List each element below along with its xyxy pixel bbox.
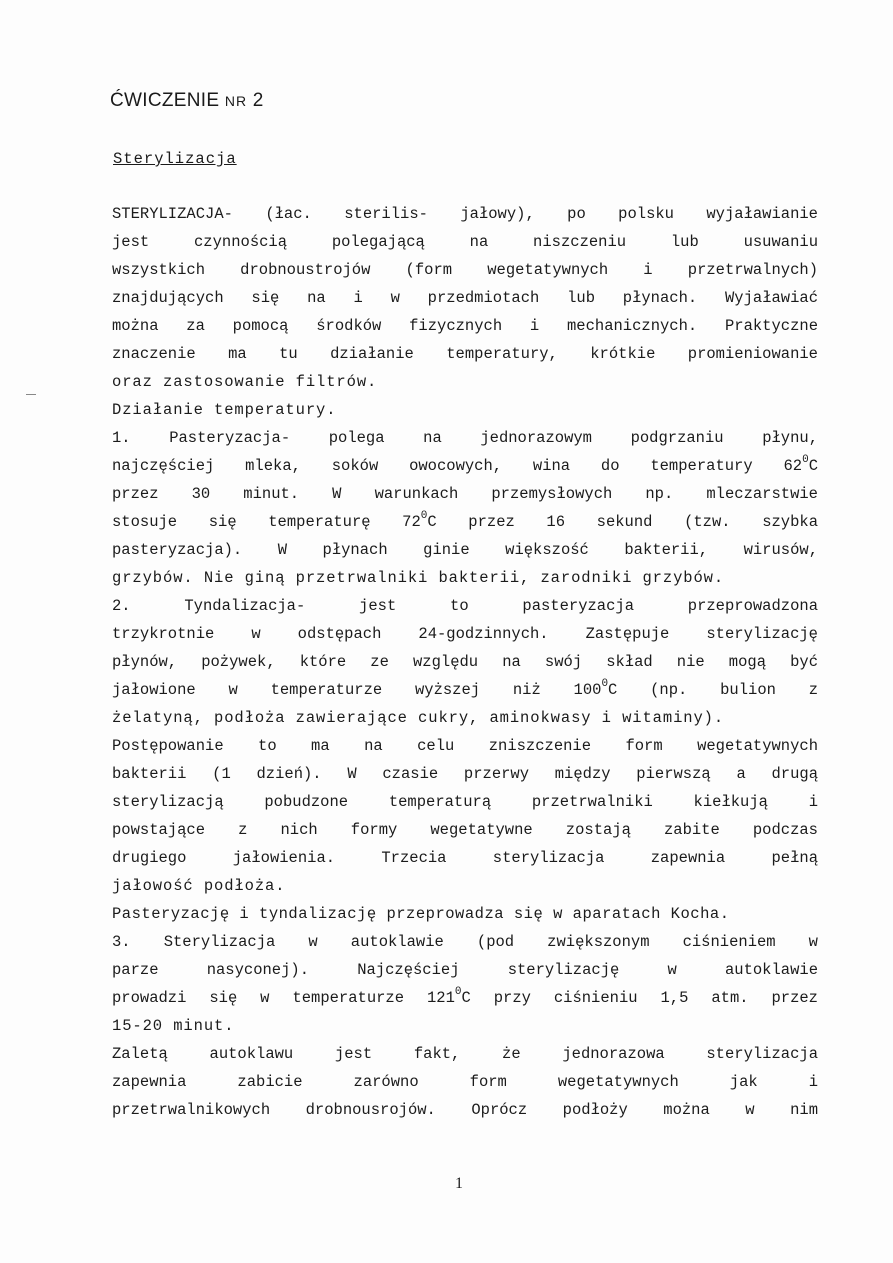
text-line: parze nasyconej). Najczęściej sterylizację w autoklawie xyxy=(112,961,818,979)
text-line: 3. Sterylizacja w autoklawie (pod zwiększonym ciśnieniem w xyxy=(112,933,818,951)
document-body xyxy=(112,200,818,1124)
degree-superscript: 0 xyxy=(420,510,428,522)
line-part: C xyxy=(808,457,818,475)
degree-superscript: 0 xyxy=(601,678,609,690)
text-line: jest czynnością polegającą na niszczeniu lub usuwaniu xyxy=(112,233,818,251)
text-line: płynów, pożywek, które ze względu na swój skład nie mogą być xyxy=(112,653,818,671)
heading-main: ĆWICZENIE xyxy=(110,90,220,111)
text-line: sterylizacją pobudzone temperaturą przetrwalniki kiełkują i xyxy=(112,793,818,811)
text-line: Zaletą autoklawu jest fakt, że jednorazowa sterylizacja xyxy=(112,1045,818,1063)
heading-number: 2 xyxy=(252,90,264,111)
text-line xyxy=(112,676,818,704)
text-line: trzykrotnie w odstępach 24-godzinnych. Zastępuje sterylizację xyxy=(112,625,818,643)
text-line: drugiego jałowienia. Trzecia sterylizacja zapewnia pełną xyxy=(112,849,818,867)
text-line: 1. Pasteryzacja- polega na jednorazowym podgrzaniu płynu, xyxy=(112,429,818,447)
margin-mark xyxy=(26,394,36,395)
exercise-heading xyxy=(110,90,264,112)
text-line: jałowość podłoża. xyxy=(112,877,286,895)
text-line: można za pomocą środków fizycznych i mechanicznych. Praktyczne xyxy=(112,317,818,335)
line-part: jałowione w temperaturze wyższej niż 100 xyxy=(112,681,602,699)
text-line: żelatyną, podłoża zawierające cukry, aminokwasy i witaminy). xyxy=(112,709,725,727)
text-line xyxy=(112,984,818,1012)
page-number: 1 xyxy=(455,1175,463,1192)
heading-nr: NR xyxy=(224,93,248,109)
text-line: Działanie temperatury. xyxy=(112,401,337,419)
text-line: powstające z nich formy wegetatywne zostają zabite podczas xyxy=(112,821,818,839)
line-part: C (np. bulion z xyxy=(608,681,818,699)
text-line xyxy=(112,452,818,480)
text-line: STERYLIZACJA- (łac. sterilis- jałowy), po polsku wyjaławianie xyxy=(112,205,818,223)
text-line: Pasteryzację i tyndalizację przeprowadza się w aparatach Kocha. xyxy=(112,905,730,923)
text-line: 2. Tyndalizacja- jest to pasteryzacja przeprowadzona xyxy=(112,597,818,615)
text-line: zapewnia zabicie zarówno form wegetatywnych jak i xyxy=(112,1073,818,1091)
text-line: oraz zastosowanie filtrów. xyxy=(112,373,378,391)
degree-superscript: 0 xyxy=(802,454,809,466)
text-line: 15-20 minut. xyxy=(112,1017,235,1035)
section-title: Sterylizacja xyxy=(113,150,237,168)
line-part: stosuje się temperaturę 72 xyxy=(112,513,421,531)
line-part: C przy ciśnieniu 1,5 atm. przez xyxy=(461,989,818,1007)
text-line: znaczenie ma tu działanie temperatury, krótkie promieniowanie xyxy=(112,345,818,363)
degree-superscript: 0 xyxy=(454,986,462,998)
text-line: przetrwalnikowych drobnousrojów. Oprócz podłoży można w nim xyxy=(112,1101,818,1119)
text-line: wszystkich drobnoustrojów (form wegetatywnych i przetrwalnych) xyxy=(112,261,818,279)
text-line: Postępowanie to ma na celu zniszczenie form wegetatywnych xyxy=(112,737,818,755)
text-line: przez 30 minut. W warunkach przemysłowych np. mleczarstwie xyxy=(112,485,818,503)
text-line: bakterii (1 dzień). W czasie przerwy między pierwszą a drugą xyxy=(112,765,818,783)
text-line: grzybów. Nie giną przetrwalniki bakterii, zarodniki grzybów. xyxy=(112,569,725,587)
line-part: najczęściej mleka, soków owocowych, wina do temperatury 62 xyxy=(112,457,803,475)
line-part: C przez 16 sekund (tzw. szybka xyxy=(427,513,818,531)
text-line: pasteryzacja). W płynach ginie większość bakterii, wirusów, xyxy=(112,541,818,559)
text-line xyxy=(112,508,818,536)
text-line: znajdujących się na i w przedmiotach lub płynach. Wyjaławiać xyxy=(112,289,818,307)
line-part: prowadzi się w temperaturze 121 xyxy=(112,989,455,1007)
